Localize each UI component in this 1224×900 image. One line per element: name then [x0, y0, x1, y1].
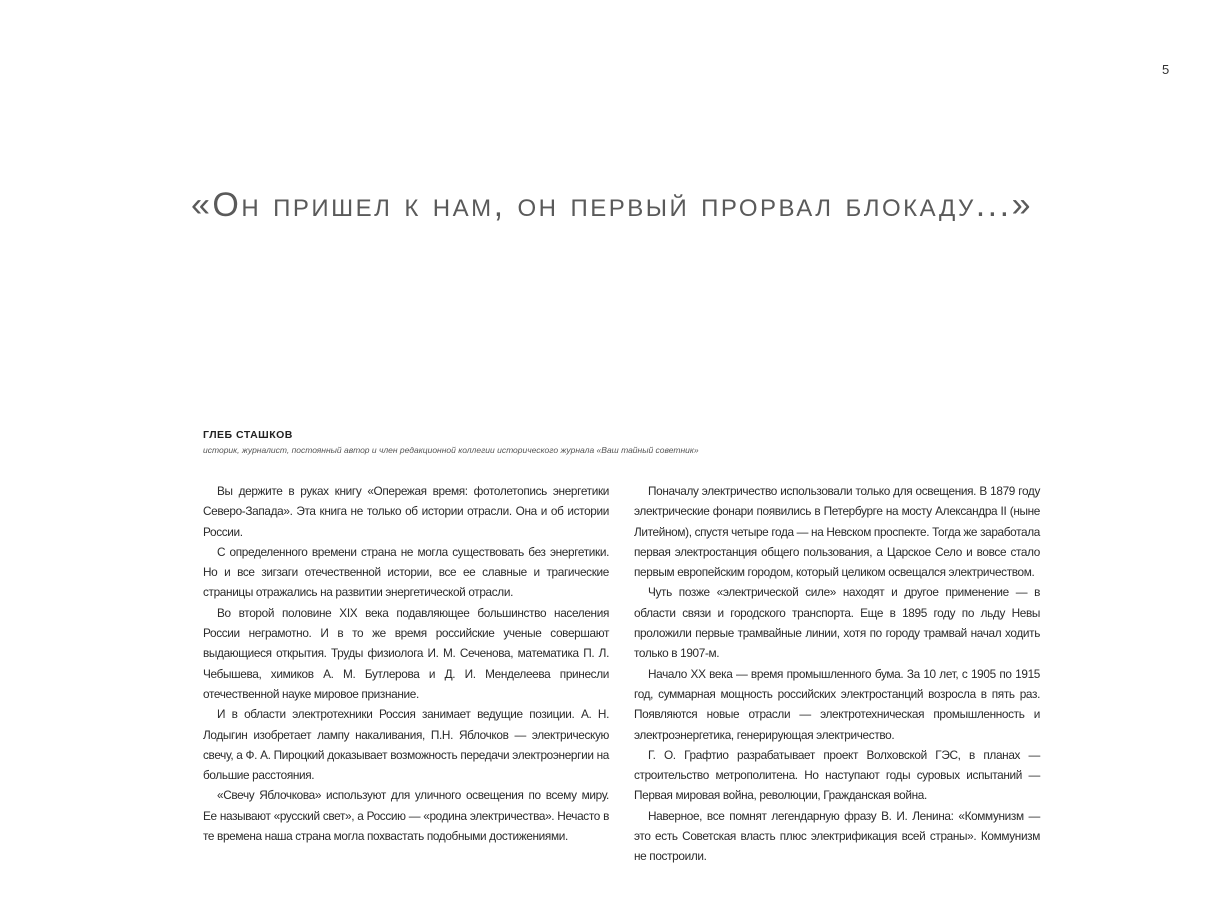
paragraph: Начало XX века — время промышленного бума. За 10 лет, с 1905 по 1915 год, суммарная мощность российских электростанций возросла в пять раз. Появляются новые отрасли — электротехническая промышленность и электроэнергетика, генерирующая электричество. — [634, 666, 1040, 742]
paragraph: Наверное, все помнят легендарную фразу В. И. Ленина: «Коммунизм — это есть Советская власть плюс электрификация всей страны». Коммунизм не построили. — [634, 808, 1040, 864]
author-description: историк, журналист, постоянный автор и член редакционной коллегии исторического журнала «Ваш тайный советник» — [203, 445, 699, 455]
text-column-right — [634, 481, 1040, 867]
paragraph: И в области электротехники Россия занимает ведущие позиции. А. Н. Лодыгин изобретает лампу накаливания, П.Н. Яблочков — электрическую свечу, а Ф. А. Пироцкий доказывает возможность передачи электроэнергии на большие расстояния. — [203, 707, 609, 783]
text-column-left — [203, 481, 609, 846]
paragraph: Вы держите в руках книгу «Опережая время: фотолетопись энергетики Северо-Запада». Эта книга не только об истории отрасли. Она и об истории России. — [203, 484, 609, 539]
paragraph: Чуть позже «электрической силе» находят и другое применение — в области связи и городского транспорта. Еще в 1895 году по льду Невы проложили первые трамвайные линии, хотя по городу трамвай начал ходить только в 1907-м. — [634, 585, 1040, 661]
paragraph: Г. О. Графтио разрабатывает проект Волховской ГЭС, в планах — строительство метрополитена. Но наступают годы суровых испытаний — Первая мировая война, революции, Гражданская война. — [634, 747, 1040, 803]
author-name: ГЛЕБ СТАШКОВ — [203, 429, 293, 441]
page-number: 5 — [1162, 62, 1170, 77]
paragraph: «Свечу Яблочкова» используют для уличного освещения по всему миру. Ее называют «русский свет», а Россию — «родина электричества». Нечасто в те времена наша страна могла похвастать подобными достижениями. — [203, 788, 609, 844]
paragraph: Во второй половине XIX века подавляющее большинство населения России неграмотно. И в то же время российские ученые совершают выдающиеся открытия. Труды физиолога И. М. Сеченова, математика П. Л. Чебышева, химиков А. М. Бутлерова и Д. И. Менделеева принесли отечественной науке мировое признание. — [203, 605, 609, 701]
paragraph: Поначалу электричество использовали только для освещения. В 1879 году электрические фонари появились в Петербурге на мосту Александра II (ныне Литейном), спустя четыре года — на Невском проспекте. Тогда же заработала первая электростанция общего пользования, а Царское Село и вовсе стало первым европейским городом, который целиком освещался электричеством. — [634, 484, 1040, 580]
paragraph: С определенного времени страна не могла существовать без энергетики. Но и все зигзаги отечественной истории, все ее славные и трагические страницы отражались на развитии энергетической отрасли. — [203, 544, 609, 600]
page-title: «Он пришел к нам, он первый прорвал блокаду...» — [191, 186, 1033, 224]
